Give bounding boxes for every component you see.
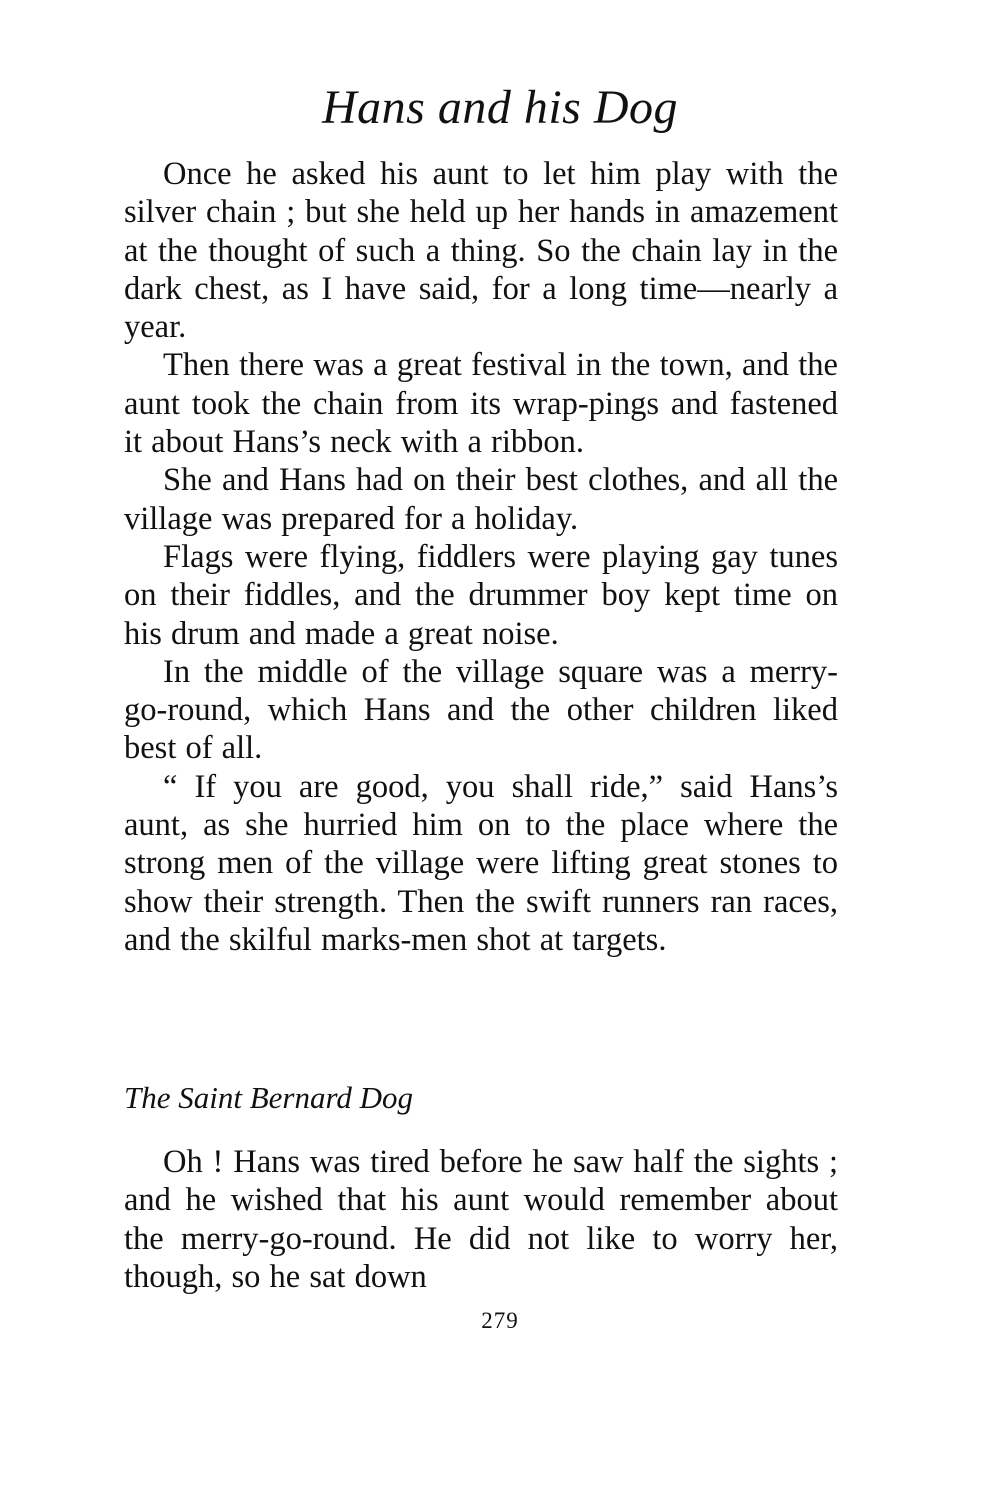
paragraph: Once he asked his aunt to let him play with the silver chain ; but she held up her hands in amazement at the thought of such a thing. So the chain lay in the dark chest, as I have said, for a long time—nearly a year. bbox=[124, 156, 838, 346]
paragraph: She and Hans had on their best clothes, and all the village was prepared for a holiday. bbox=[124, 462, 838, 537]
section-body-text bbox=[124, 1143, 838, 1296]
paragraph: In the middle of the village square was a merry-go-round, which Hans and the other children liked best of all. bbox=[124, 653, 838, 767]
page-number: 279 bbox=[481, 1308, 519, 1333]
paragraph: Flags were flying, fiddlers were playing gay tunes on their fiddles, and the drummer boy kept time on his drum and made a great noise. bbox=[124, 538, 838, 652]
body-text bbox=[124, 155, 838, 959]
paragraph: Oh ! Hans was tired before he saw half the sights ; and he wished that his aunt would remember about the merry-go-round. He did not like to worry her, though, so he sat down bbox=[124, 1144, 838, 1295]
paragraph: “ If you are good, you shall ride,” said Hans’s aunt, as she hurried him on to the place where the strong men of the village were lifting great stones to show their strength. Then the swift runners ran races, and the skilful marks-men shot at targets. bbox=[124, 768, 838, 958]
paragraph: Then there was a great festival in the town, and the aunt took the chain from its wrap-pings and fastened it about Hans’s neck with a ribbon. bbox=[124, 347, 838, 461]
running-head: Hans and his Dog bbox=[321, 81, 679, 134]
section-heading: The Saint Bernard Dog bbox=[124, 1080, 414, 1115]
